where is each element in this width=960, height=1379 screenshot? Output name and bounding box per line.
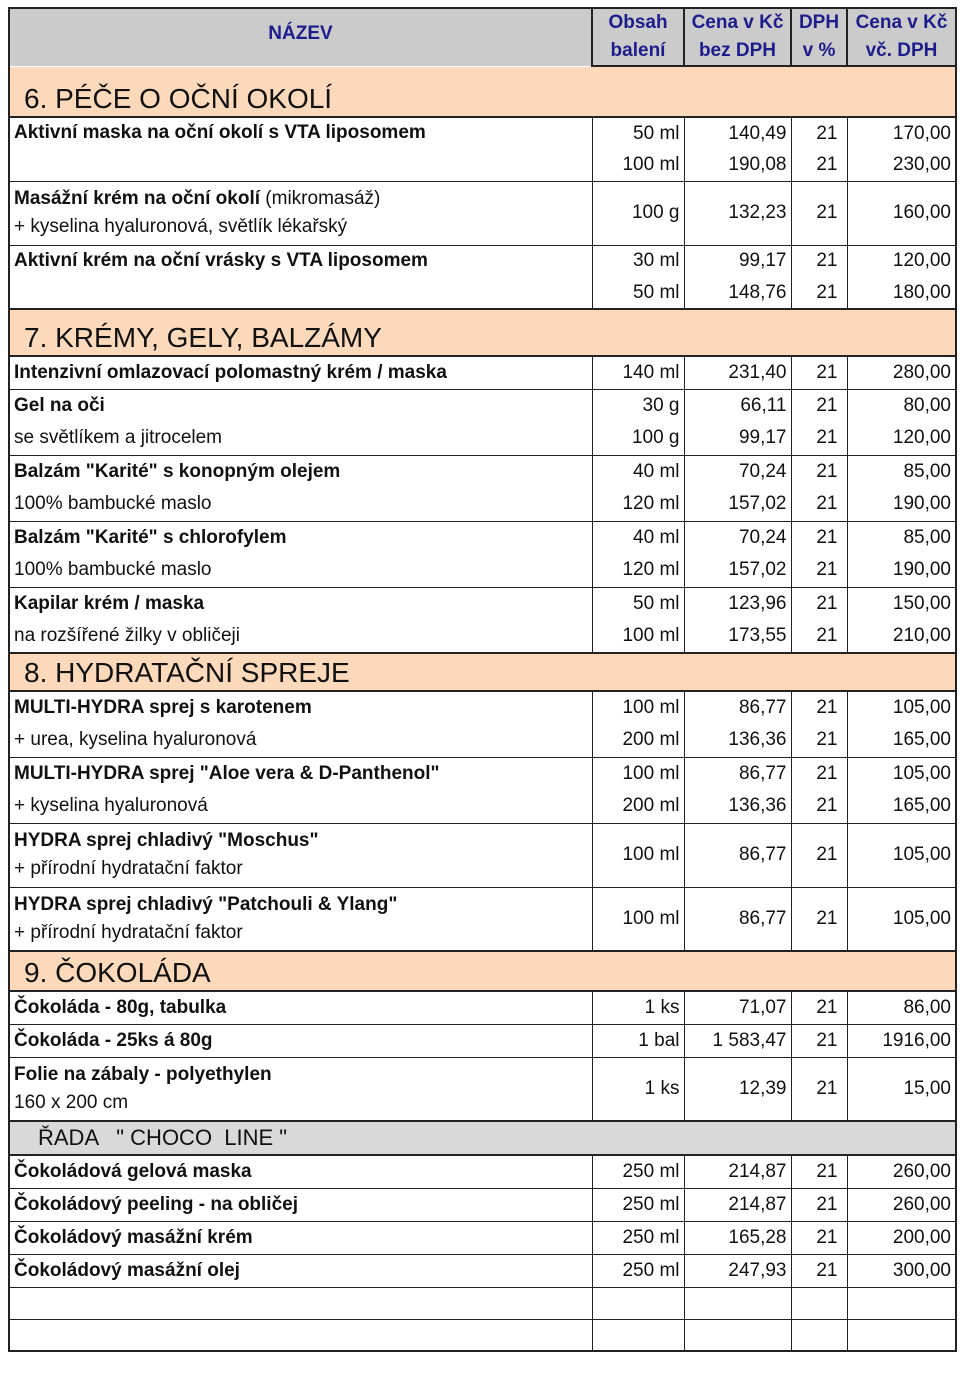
product-name-line [14, 362, 588, 384]
vat-rate: 21 [791, 149, 847, 181]
vat-rate: 21 [791, 823, 847, 887]
vat-rate: 21 [791, 1188, 847, 1221]
price-with-vat: 80,00 [847, 389, 956, 422]
product-name-line [14, 858, 588, 880]
product-name-bold: Čokoládový masážní krém [14, 1226, 253, 1248]
product-name-line [14, 1030, 588, 1052]
product-name [9, 991, 592, 1024]
product-row [9, 790, 956, 823]
package-size: 120 ml [592, 554, 684, 587]
price-with-vat: 260,00 [847, 1155, 956, 1188]
package-size: 200 ml [592, 724, 684, 757]
product-name-detail: 160 x 200 cm [14, 1091, 129, 1113]
price-without-vat: 157,02 [684, 488, 791, 521]
package-size: 1 bal [592, 1024, 684, 1057]
product-row [9, 554, 956, 587]
header-row [9, 8, 956, 66]
package-size: 100 g [592, 422, 684, 455]
product-name-bold: Kapilar krém / maska [14, 592, 205, 614]
price-with-vat: 280,00 [847, 356, 956, 389]
product-row [9, 991, 956, 1024]
price-without-vat: 132,23 [684, 181, 791, 245]
price-with-vat: 190,00 [847, 554, 956, 587]
product-row [9, 181, 956, 245]
product-row [9, 1188, 956, 1221]
product-row [9, 887, 956, 951]
package-size: 100 g [592, 181, 684, 245]
header-vat-line2: v % [802, 40, 836, 61]
product-row [9, 117, 956, 149]
package-size: 250 ml [592, 1188, 684, 1221]
product-name [9, 587, 592, 620]
vat-rate: 21 [791, 1221, 847, 1254]
empty-cell [791, 1319, 847, 1351]
product-name [9, 422, 592, 455]
vat-rate: 21 [791, 455, 847, 488]
product-row [9, 389, 956, 422]
price-with-vat: 165,00 [847, 724, 956, 757]
empty-row [9, 1319, 956, 1351]
product-name-detail: 100% bambucké maslo [14, 559, 212, 581]
product-row [9, 587, 956, 620]
product-name-line [14, 395, 588, 417]
package-size: 50 ml [592, 277, 684, 309]
empty-cell [791, 1287, 847, 1319]
price-with-vat: 1916,00 [847, 1024, 956, 1057]
price-without-vat: 157,02 [684, 554, 791, 587]
vat-rate: 21 [791, 117, 847, 149]
package-size: 250 ml [592, 1254, 684, 1287]
header-price-vat [847, 8, 956, 66]
price-without-vat: 231,40 [684, 356, 791, 389]
header-vat-line1: DPH [798, 12, 840, 33]
empty-cell [847, 1287, 956, 1319]
price-without-vat: 148,76 [684, 277, 791, 309]
product-name [9, 181, 592, 245]
price-with-vat: 120,00 [847, 422, 956, 455]
product-name [9, 1188, 592, 1221]
product-name-bold: Čokoláda - 25ks á 80g [14, 1029, 213, 1051]
product-row [9, 356, 956, 389]
product-row [9, 521, 956, 554]
product-name-line [14, 427, 588, 449]
product-row [9, 691, 956, 724]
price-without-vat: 140,49 [684, 117, 791, 149]
product-name-bold: Aktivní krém na oční vrásky s VTA liposomem [14, 249, 428, 271]
product-name [9, 356, 592, 389]
product-name [9, 823, 592, 887]
product-name [9, 521, 592, 554]
product-name-bold: Čokoládový masážní olej [14, 1259, 240, 1281]
product-row [9, 422, 956, 455]
section-title: 6. PÉČE O OČNÍ OKOLÍ [9, 66, 956, 117]
price-without-vat: 123,96 [684, 587, 791, 620]
product-name [9, 389, 592, 422]
price-with-vat: 200,00 [847, 1221, 956, 1254]
price-without-vat: 1 583,47 [684, 1024, 791, 1057]
product-name-line [14, 795, 588, 817]
product-name [9, 1024, 592, 1057]
header-pack-line1: Obsah [608, 12, 668, 33]
price-with-vat: 86,00 [847, 991, 956, 1024]
product-name [9, 1221, 592, 1254]
price-without-vat: 66,11 [684, 389, 791, 422]
product-name [9, 757, 592, 790]
price-without-vat: 214,87 [684, 1155, 791, 1188]
header-price-no-vat [684, 8, 791, 66]
product-name-detail: + urea, kyselina hyaluronová [14, 729, 257, 751]
package-size: 40 ml [592, 521, 684, 554]
product-name-bold: Aktivní maska na oční okolí s VTA liposomem [14, 122, 426, 143]
empty-row [9, 1287, 956, 1319]
vat-rate: 21 [791, 245, 847, 277]
product-name-line [14, 593, 588, 615]
package-size: 250 ml [592, 1155, 684, 1188]
section-title: 7. KRÉMY, GELY, BALZÁMY [9, 309, 956, 356]
product-name-line [14, 122, 588, 144]
vat-rate: 21 [791, 488, 847, 521]
price-without-vat: 247,93 [684, 1254, 791, 1287]
header-name [9, 8, 592, 66]
product-name-bold: Balzám "Karité" s konopným olejem [14, 460, 341, 482]
empty-cell [9, 1287, 592, 1319]
header-price-no-vat-line2: bez DPH [698, 40, 777, 61]
product-name [9, 1155, 592, 1188]
product-name [9, 1057, 592, 1121]
product-name-line [14, 493, 588, 515]
vat-rate: 21 [791, 587, 847, 620]
package-size: 100 ml [592, 149, 684, 181]
product-row [9, 488, 956, 521]
header-price-vat-line2: vč. DPH [865, 40, 938, 61]
product-name-line [14, 216, 588, 238]
product-name-bold: Čokoládová gelová maska [14, 1160, 252, 1182]
price-without-vat: 12,39 [684, 1057, 791, 1121]
price-without-vat: 86,77 [684, 887, 791, 951]
section-header-row [9, 309, 956, 356]
price-with-vat: 190,00 [847, 488, 956, 521]
product-name [9, 488, 592, 521]
package-size: 200 ml [592, 790, 684, 823]
product-row [9, 1221, 956, 1254]
price-with-vat: 85,00 [847, 455, 956, 488]
product-row [9, 1024, 956, 1057]
price-with-vat: 85,00 [847, 521, 956, 554]
product-name [9, 887, 592, 951]
product-name-line [14, 697, 588, 719]
price-without-vat: 136,36 [684, 790, 791, 823]
price-with-vat: 105,00 [847, 823, 956, 887]
product-name-detail: + kyselina hyaluronová, světlík lékařský [14, 216, 348, 237]
vat-rate: 21 [791, 991, 847, 1024]
product-name-line [14, 763, 588, 785]
price-with-vat: 165,00 [847, 790, 956, 823]
price-without-vat: 86,77 [684, 691, 791, 724]
product-name-line [14, 625, 588, 647]
header-name-label: NÁZEV [268, 22, 333, 44]
product-name-bold: HYDRA sprej chladivý "Moschus" [14, 830, 319, 852]
section-header-row [9, 653, 956, 691]
product-name-bold: Folie na zábaly - polyethylen [14, 1063, 272, 1085]
price-without-vat: 86,77 [684, 823, 791, 887]
product-name [9, 554, 592, 587]
vat-rate: 21 [791, 724, 847, 757]
product-name [9, 620, 592, 653]
price-without-vat: 214,87 [684, 1188, 791, 1221]
product-name-line [14, 894, 588, 916]
product-name-bold: Intenzivní omlazovací polomastný krém / maska [14, 361, 447, 383]
price-with-vat: 170,00 [847, 117, 956, 149]
product-name-bold: MULTI-HYDRA sprej "Aloe vera & D-Panthenol" [14, 762, 440, 784]
header-vat [791, 8, 847, 66]
product-name-line [14, 559, 588, 581]
product-row [9, 1254, 956, 1287]
vat-rate: 21 [791, 1024, 847, 1057]
product-row [9, 455, 956, 488]
price-without-vat: 86,77 [684, 757, 791, 790]
product-name-line [14, 1227, 588, 1249]
price-without-vat: 99,17 [684, 422, 791, 455]
header-pack [592, 8, 684, 66]
product-name [9, 1254, 592, 1287]
empty-cell [9, 1319, 592, 1351]
product-name [9, 117, 592, 181]
empty-cell [592, 1319, 684, 1351]
package-size: 100 ml [592, 691, 684, 724]
package-size: 100 ml [592, 887, 684, 951]
product-name-line [14, 1161, 588, 1183]
package-size: 140 ml [592, 356, 684, 389]
price-without-vat: 70,24 [684, 455, 791, 488]
package-size: 1 ks [592, 1057, 684, 1121]
package-size: 50 ml [592, 117, 684, 149]
vat-rate: 21 [791, 554, 847, 587]
price-with-vat: 300,00 [847, 1254, 956, 1287]
product-row [9, 620, 956, 653]
product-name-line [14, 830, 588, 852]
section-title: 8. HYDRATAČNÍ SPREJE [9, 653, 956, 691]
price-with-vat: 105,00 [847, 757, 956, 790]
subsection-title: ŘADA " CHOCO LINE " [9, 1121, 956, 1155]
product-name-line [14, 250, 588, 272]
product-name-line [14, 1092, 588, 1114]
price-with-vat: 105,00 [847, 691, 956, 724]
vat-rate: 21 [791, 277, 847, 309]
vat-rate: 21 [791, 620, 847, 653]
product-name-bold: Gel na oči [14, 394, 105, 416]
package-size: 250 ml [592, 1221, 684, 1254]
product-name-line [14, 997, 588, 1019]
vat-rate: 21 [791, 356, 847, 389]
price-with-vat: 180,00 [847, 277, 956, 309]
product-name-line [14, 461, 588, 483]
empty-cell [684, 1319, 791, 1351]
price-with-vat: 15,00 [847, 1057, 956, 1121]
product-name [9, 790, 592, 823]
product-row [9, 245, 956, 277]
price-with-vat: 150,00 [847, 587, 956, 620]
price-with-vat: 160,00 [847, 181, 956, 245]
header-price-no-vat-line1: Cena v Kč [691, 12, 784, 33]
price-with-vat: 105,00 [847, 887, 956, 951]
package-size: 40 ml [592, 455, 684, 488]
product-name-detail: se světlíkem a jitrocelem [14, 427, 223, 449]
product-name-detail: (mikromasáž) [260, 188, 381, 210]
package-size: 100 ml [592, 620, 684, 653]
price-without-vat: 136,36 [684, 724, 791, 757]
price-without-vat: 70,24 [684, 521, 791, 554]
product-name-detail: na rozšířené žilky v obličeji [14, 625, 240, 647]
product-row [9, 724, 956, 757]
vat-rate: 21 [791, 887, 847, 951]
empty-cell [592, 1287, 684, 1319]
section-header-row [9, 951, 956, 991]
vat-rate: 21 [791, 691, 847, 724]
product-row [9, 1057, 956, 1121]
vat-rate: 21 [791, 1155, 847, 1188]
product-name-line [14, 1194, 588, 1216]
product-name-bold: Čokoládový peeling - na obličej [14, 1193, 298, 1215]
product-name-detail: + přírodní hydratační faktor [14, 858, 243, 879]
price-without-vat: 190,08 [684, 149, 791, 181]
product-row [9, 823, 956, 887]
vat-rate: 21 [791, 422, 847, 455]
header-pack-line2: balení [610, 40, 666, 61]
product-name [9, 691, 592, 724]
product-name-bold: HYDRA sprej chladivý "Patchouli & Ylang" [14, 893, 398, 915]
section-header-row [9, 66, 956, 117]
vat-rate: 21 [791, 1057, 847, 1121]
package-size: 50 ml [592, 587, 684, 620]
price-with-vat: 120,00 [847, 245, 956, 277]
product-name-bold: Masážní krém na oční okolí [14, 188, 261, 210]
price-without-vat: 165,28 [684, 1221, 791, 1254]
vat-rate: 21 [791, 389, 847, 422]
vat-rate: 21 [791, 521, 847, 554]
vat-rate: 21 [791, 790, 847, 823]
product-name-line [14, 527, 588, 549]
header-price-vat-line1: Cena v Kč [855, 12, 948, 33]
price-with-vat: 260,00 [847, 1188, 956, 1221]
price-without-vat: 99,17 [684, 245, 791, 277]
section-title: 9. ČOKOLÁDA [9, 951, 956, 991]
product-name-line [14, 922, 588, 944]
vat-rate: 21 [791, 757, 847, 790]
product-name [9, 455, 592, 488]
vat-rate: 21 [791, 1254, 847, 1287]
product-name-bold: Balzám "Karité" s chlorofylem [14, 526, 287, 548]
package-size: 100 ml [592, 823, 684, 887]
product-name [9, 245, 592, 309]
product-name [9, 724, 592, 757]
product-name-bold: Čokoláda - 80g, tabulka [14, 996, 227, 1018]
product-name-line [14, 188, 588, 210]
product-name-detail: + přírodní hydratační faktor [14, 921, 243, 943]
package-size: 120 ml [592, 488, 684, 521]
product-row [9, 757, 956, 790]
product-name-detail: + kyselina hyaluronová [14, 795, 208, 817]
price-with-vat: 210,00 [847, 620, 956, 653]
price-with-vat: 230,00 [847, 149, 956, 181]
product-row [9, 1155, 956, 1188]
package-size: 30 g [592, 389, 684, 422]
price-table-body [9, 8, 956, 1351]
package-size: 1 ks [592, 991, 684, 1024]
price-table [8, 7, 957, 1352]
vat-rate: 21 [791, 181, 847, 245]
empty-cell [847, 1319, 956, 1351]
price-without-vat: 71,07 [684, 991, 791, 1024]
package-size: 100 ml [592, 757, 684, 790]
product-name-detail: 100% bambucké maslo [14, 493, 212, 515]
product-name-line [14, 729, 588, 751]
empty-cell [684, 1287, 791, 1319]
product-name-line [14, 1260, 588, 1282]
package-size: 30 ml [592, 245, 684, 277]
subsection-header-row [9, 1121, 956, 1155]
price-without-vat: 173,55 [684, 620, 791, 653]
product-name-bold: MULTI-HYDRA sprej s karotenem [14, 697, 312, 719]
product-name-line [14, 1064, 588, 1086]
